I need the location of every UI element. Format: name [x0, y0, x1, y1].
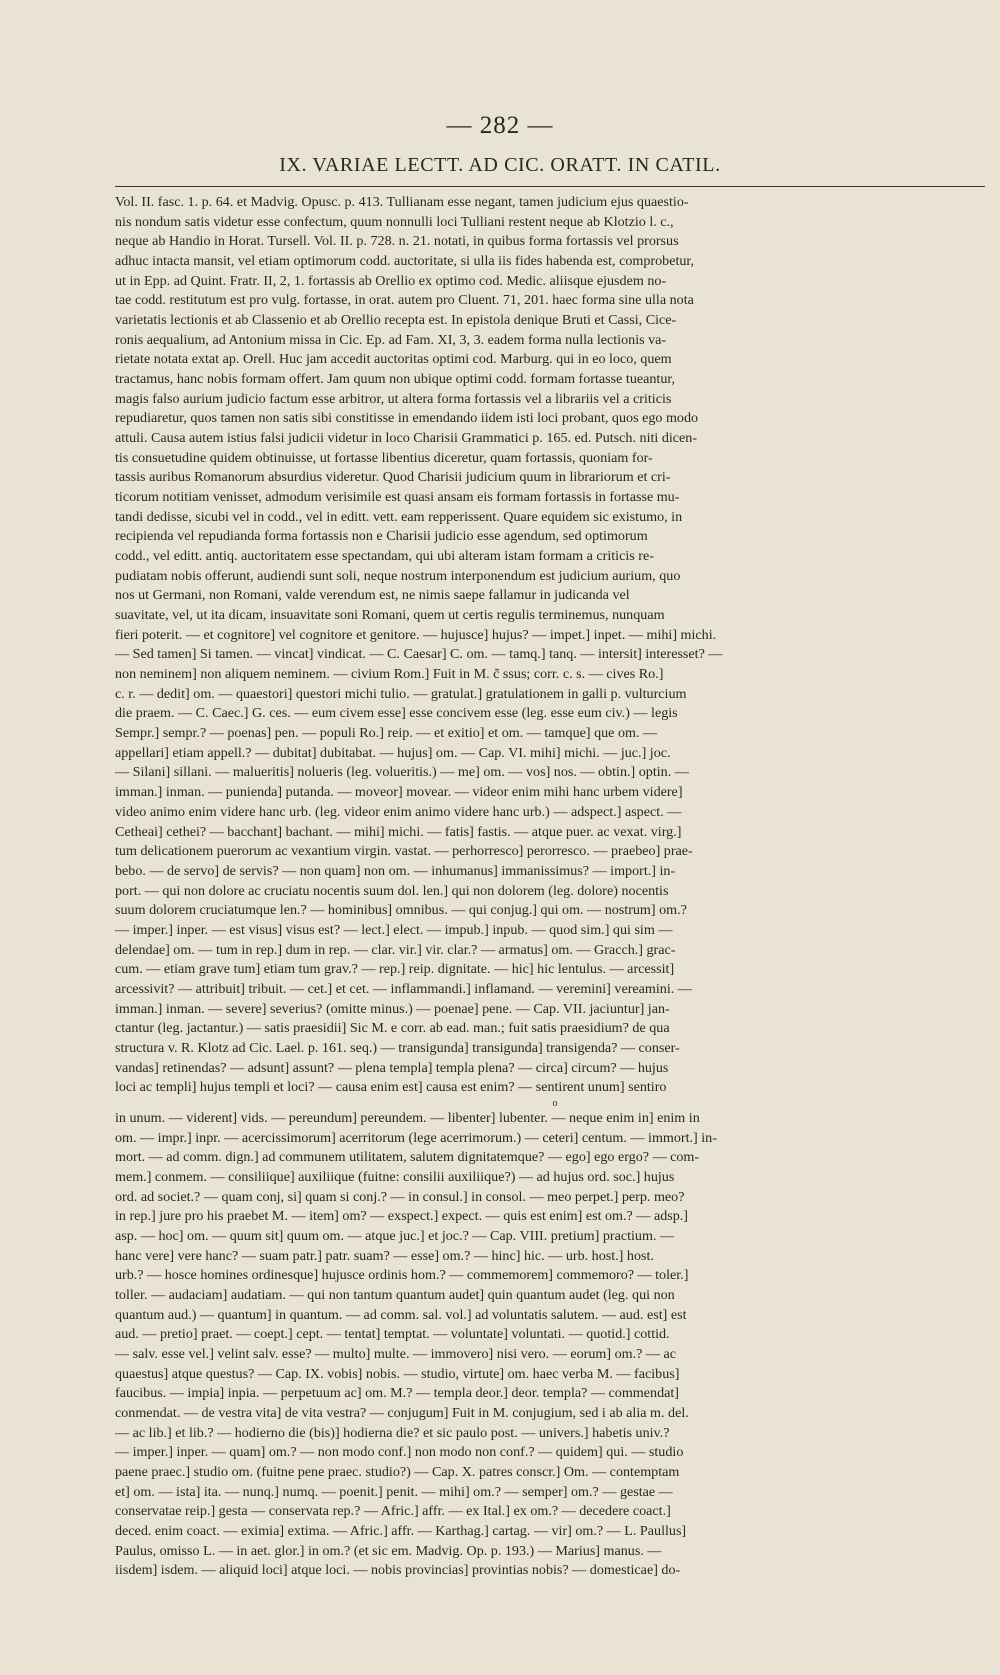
text-line: neque ab Handio in Horat. Tursell. Vol. II. p. 728. n. 21. notati, in quibus forma fortassis vel prorsus	[115, 233, 679, 250]
text-line: structura v. R. Klotz ad Cic. Lael. p. 161. seq.) — transigunda] transigunda] transigenda? — conser-	[115, 1039, 680, 1056]
text-line: Sempr.] sempr.? — poenas] pen. — populi Ro.] reip. — et exitio] et om. — tamque] que om. —	[115, 725, 658, 742]
text-line: c. r. — dedit] om. — quaestori] questori michi tulio. — gratulat.] gratulationem in galli p. vulturcium	[115, 685, 687, 702]
text-line: Vol. II. fasc. 1. p. 64. et Madvig. Opusc. p. 413. Tullianam esse negant, tamen judicium ejus quaestio-	[115, 194, 689, 210]
text-line: quantum aud.) — quantum] in quantum. — ad comm. sal. vol.] ad voluntatis salutem. — aud. est] est	[115, 1306, 687, 1323]
text-line: pudiatam nobis offerunt, audiendi sunt soli, neque nostrum interponendum est judicium aurium, quo	[115, 567, 681, 584]
text-line: imman.] inman. — severe] severius? (omitte minus.) — poenae] pene. — Cap. VII. jaciuntur] jan-	[115, 1000, 670, 1017]
text-line: conservatae reip.] gesta — conservata rep.? — Afric.] affr. — ex Ital.] ex om.? — decedere coact.]	[115, 1503, 671, 1520]
text-line: tractamus, hanc nobis formam offert. Jam quum non ubique optimi codd. formam fortasse tueantur,	[115, 371, 676, 388]
text-line: mort. — ad comm. dign.] ad communem utilitatem, salutem dignitatemque? — ego] ego ergo? — com-	[115, 1149, 700, 1166]
text-line: fieri poterit. — et cognitore] vel cognitore et genitore. — hujusce] hujus? — impet.] inpet. — mihi] michi.	[115, 626, 717, 643]
text-line: Paulus, omisso L. — in aet. glor.] in om.? (et sic em. Madvig. Op. p. 193.) — Marius] manus. —	[115, 1542, 662, 1559]
text-line: iisdem] isdem. — aliquid loci] atque loci. — nobis provincias] provintias nobis? — domesticae] do-	[115, 1562, 681, 1579]
text-line: quaestus] atque questus? — Cap. IX. vobis] nobis. — studio, virtute] om. haec verba M. — facibus]	[115, 1365, 680, 1382]
text-line: delendae] om. — tum in rep.] dum in rep. — clar. vir.] vir. clar.? — armatus] om. — Gracch.] grac-	[115, 941, 676, 958]
text-line: et] om. — ista] ita. — nunq.] numq. — poenit.] penit. — mihi] om.? — semper] om.? — gestae —	[115, 1483, 673, 1500]
text-line: bebo. — de servo] de servis? — non quam] non om. — inhumanus] immanissimus? — import.] in-	[115, 862, 676, 879]
text-line: ronis aequalium, ad Antonium missa in Cic. Ep. ad Fam. XI, 3, 3. eadem forma nulla lectionis va-	[115, 331, 667, 348]
text-line: — salv. esse vel.] velint salv. esse? — multo] multe. — immovero] nisi vero. — eorum] om.? — ac	[115, 1345, 677, 1362]
text-line: in unum. — viderent] vids. — pereundum] pereundem. — libenter] lubenter. — neque enim in] enim in	[115, 1109, 700, 1126]
text-line: tassis auribus Romanorum absurdius videretur. Quod Charisii judicium quum in librariorum et cri-	[115, 469, 671, 486]
text-line: recipienda vel repudianda forma fortassis non e Charisii judicio esse agendum, sed optimorum	[115, 528, 648, 545]
text-line: om. — impr.] inpr. — acercissimorum] acerritorum (lege acerrimorum.) — ceteri] centum. — immort.] in-	[115, 1129, 717, 1146]
text-line: attuli. Causa autem istius falsi judicii videtur in loco Charisii Grammatici p. 165. ed. Putsch. niti dicen-	[115, 430, 698, 447]
text-line: tis consuetudine quidem obtinuisse, ut fortasse libentius diceretur, quam fortassis, quoniam for-	[115, 449, 653, 466]
text-line: paene praec.] studio om. (fuitne pene praec. studio?) — Cap. X. patres conscr.] Om. — contemptam	[115, 1464, 680, 1480]
text-line: toller. — audaciam] audatiam. — qui non tantum quantum audet] quin quantum audet (leg. qui non	[115, 1286, 675, 1303]
page-number: — 282 —	[446, 112, 554, 139]
text-line: nos ut Germani, non Romani, valde verendum est, ne nimis saepe fallamur in judicanda vel	[115, 587, 630, 604]
text-line: tandi dedisse, sicubi vel in codd., vel in editt. vett. eam repperissent. Quare equidem sic existumo, in	[115, 508, 683, 525]
text-line: imman.] inman. — punienda] putanda. — moveor] movear. — videor enim mihi hanc urbem videre]	[115, 784, 683, 801]
text-line: non neminem] non aliquem neminem. — civium Rom.] Fuit in M. c̃ ssus; corr. c. s. — cives Ro.]	[115, 666, 664, 683]
text-line: faucibus. — impia] inpia. — perpetuum ac] om. M.? — templa deor.] deor. templa? — commendat]	[115, 1385, 679, 1402]
text-line: loci ac templi] hujus templi et loci? — causa enim est] causa est enim? — sentirent unum] sentiro	[115, 1079, 667, 1096]
text-line: — Sed tamen] Si tamen. — vincat] vindicat. — C. Caesar] C. om. — tamq.] tanq. — intersit] interesset? —	[115, 646, 723, 663]
text-line: varietatis lectionis et ab Classenio et ab Orellio recepta est. In epistola denique Bruti et Cassi, Cice-	[115, 312, 677, 329]
text-line: — Silani] sillani. — malueritis] nolueris (leg. volueritis.) — me] om. — vos] nos. — obtin.] optin. —	[115, 764, 689, 781]
text-line: adhuc intacta mansit, vel etiam optimorum codd. auctoritate, si ulla iis fides habenda est, comprobetur,	[115, 253, 695, 270]
text-line: video animo enim videre hanc urb. (leg. videor enim animo videre hanc urb.) — adspect.] aspect. —	[115, 803, 682, 820]
text-line: o	[552, 1097, 558, 1109]
text-line: suavitate, vel, ut ita dicam, insuavitate soni Romani, quem ut certis regulis terminemus, nunquam	[115, 607, 665, 624]
text-line: ut in Epp. ad Quint. Fratr. II, 2, 1. fortassis ab Orellio ex optimo cod. Medic. aliisque ejusdem no-	[115, 272, 667, 289]
text-line: ord. ad societ.? — quam conj, si] quam si conj.? — in consul.] in consol. — meo perpet.] perp. meo?	[115, 1188, 685, 1205]
text-line: vandas] retinendas? — adsunt] assunt? — plena templa] templa plena? — circa] circum? — hujus	[115, 1059, 669, 1076]
running-head: IX. VARIAE LECTT. AD CIC. ORATT. IN CATIL.	[279, 154, 721, 176]
text-line: tae codd. restitutum est pro vulg. fortasse, in orat. autem pro Cluent. 71, 201. haec forma sine ulla nota	[115, 292, 694, 309]
text-line: ctantur (leg. jactantur.) — satis praesidii] Sic M. e corr. ab ead. man.; fuit satis praesidium? de qua	[115, 1020, 670, 1037]
text-line: suum dolorem cruciatumque len.? — hominibus] omnibus. — qui conjug.] qui om. — nostrum] om.?	[115, 902, 687, 919]
text-line: asp. — hoc] om. — quum sit] quum om. — atque juc.] et joc.? — Cap. VIII. pretium] practium. —	[115, 1227, 675, 1244]
text-line: cum. — etiam grave tum] etiam tum grav.? — rep.] reip. dignitate. — hic] hic lentulus. — arcessit]	[115, 961, 675, 978]
text-line: appellari] etiam appell.? — dubitat] dubitabat. — hujus] om. — Cap. VI. mihi] michi. — juc.] joc.	[115, 744, 671, 761]
body-text	[115, 193, 995, 1593]
text-line: — imper.] inper. — quam] om.? — non modo conf.] non modo non conf.? — quidem] qui. — studio	[115, 1444, 684, 1461]
text-line: deced. enim coact. — eximia] extima. — Afric.] affr. — Karthag.] cartag. — vir] om.? — L. Paullus]	[115, 1523, 687, 1540]
text-line: — ac lib.] et lib.? — hodierno die (bis)] hodierna die? et sic paulo post. — univers.] habetis univ.?	[115, 1424, 670, 1441]
text-line: codd., vel editt. antiq. auctoritatem esse spectandam, qui ubi alteram istam formam a criticis re-	[115, 548, 654, 565]
text-line: magis falso aurium judicio factum esse arbitror, ut altera forma fortassis vel a librariis vel a criticis	[115, 390, 672, 407]
text-line: mem.] conmem. — consiliique] auxiliique (fuitne: consilii auxiliique?) — ad hujus ord. soc.] hujus	[115, 1168, 675, 1185]
text-line: rietate notata extat ap. Orell. Huc jam accedit auctoritas optimi cod. Marburg. qui in eo loco, quem	[115, 351, 672, 368]
text-line: aud. — pretio] praet. — coept.] cept. — tentat] temptat. — voluntate] voluntati. — quotid.] cottid.	[115, 1326, 670, 1343]
text-line: ticorum notitiam venisset, admodum verisimile est quasi ansam eis formam fortassis in fortasse mu-	[115, 489, 680, 506]
text-line: hanc vere] vere hanc? — suam patr.] patr. suam? — esse] om.? — hinc] hic. — urb. host.] host.	[115, 1247, 654, 1264]
text-line: conmendat. — de vestra vita] de vita vestra? — conjugum] Fuit in M. conjugium, sed i ab alia m. del.	[115, 1404, 689, 1421]
text-line: arcessivit? — attribuit] tribuit. — cet.] et cet. — inflammandi.] inflamand. — veremini] vereamini. —	[115, 980, 692, 997]
text-line: nis nondum satis videtur esse confectum, quum nonnulli loci Tulliani restent neque ab Klotzio l. c.,	[115, 213, 674, 230]
text-line: — imper.] inper. — est visus] visus est? — lect.] elect. — impub.] inpub. — quod sim.] qui sim —	[115, 921, 673, 938]
text-line: urb.? — hosce homines ordinesque] hujusce ordinis hom.? — commemorem] commemoro? — toler.]	[115, 1267, 689, 1284]
text-line: tum delicationem puerorum ac vexantium virgin. vastat. — perhorresco] perorresco. — praebeo] prae-	[115, 843, 693, 860]
text-line: die praem. — C. Caec.] G. ces. — eum civem esse] esse concivem esse (leg. esse eum civ.) — legis	[115, 705, 678, 722]
text-line: in rep.] jure pro his praebet M. — item] om? — exspect.] expect. — quis est enim] est om.? — adsp.]	[115, 1208, 688, 1225]
text-line: Cetheai] cethei? — bacchant] bachant. — mihi] michi. — fatis] fastis. — atque puer. ac vexat. virg.]	[115, 823, 682, 840]
header-rule	[115, 186, 985, 187]
text-line: port. — qui non dolore ac cruciatu nocentis suum dol. len.] qui non dolorem (leg. dolore) nocentis	[115, 882, 669, 899]
text-line: repudiaretur, quos tamen non satis sibi constitisse in emendando iidem isti loci probant, quos ego modo	[115, 410, 699, 427]
